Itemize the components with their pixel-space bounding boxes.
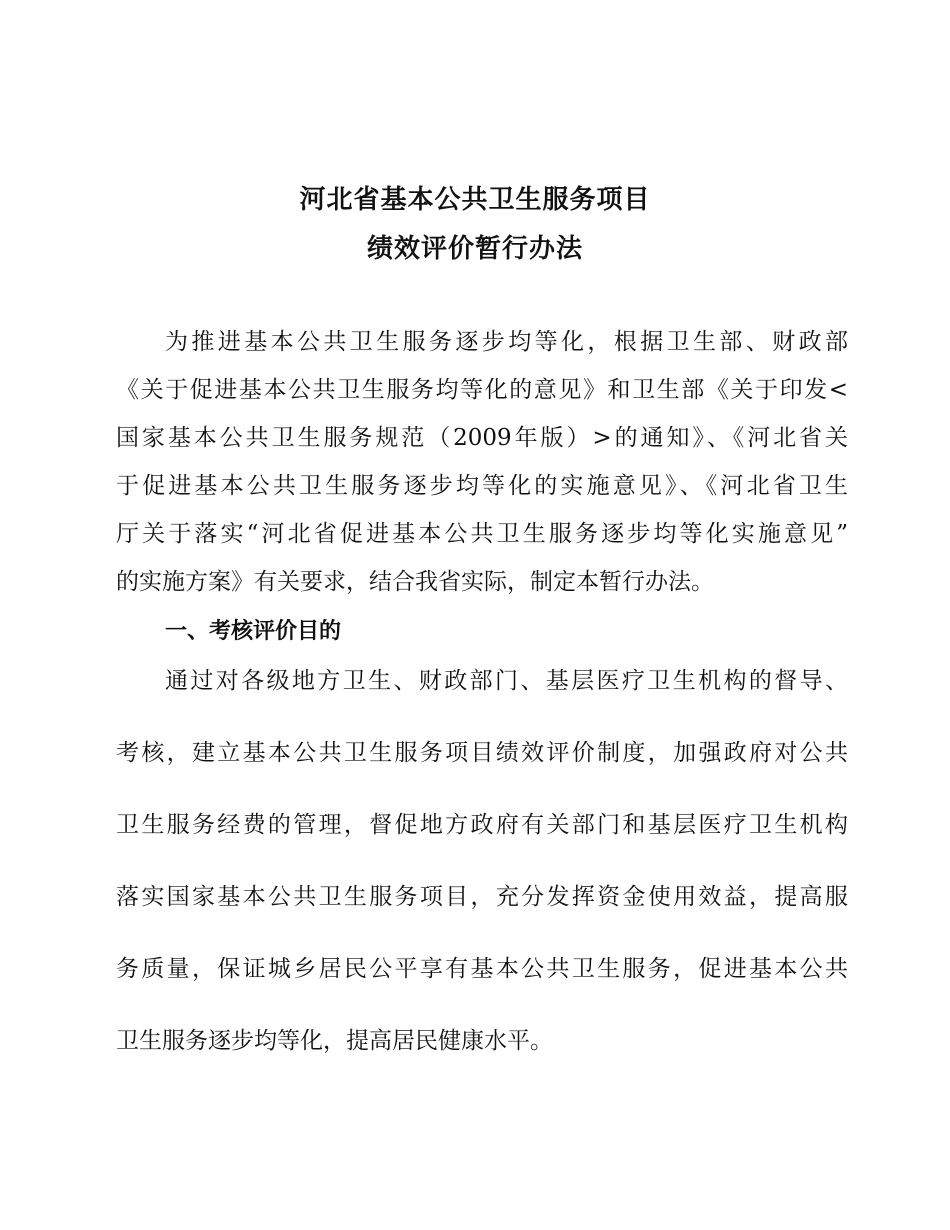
intro-paragraph-line: 于促进基本公共卫生服务逐步均等化的实施意见》、《河北省卫生 <box>116 473 848 499</box>
intro-paragraph-line: 厅关于落实“河北省促进基本公共卫生服务逐步均等化实施意见” <box>116 521 848 547</box>
section1-paragraph-line: 卫生服务经费的管理，督促地方政府有关部门和基层医疗卫生机构 <box>116 812 848 838</box>
intro-paragraph-line: 为推进基本公共卫生服务逐步均等化，根据卫生部、财政部 <box>165 329 848 355</box>
intro-paragraph-line: 《关于促进基本公共卫生服务均等化的意见》和卫生部《关于印发< <box>116 377 848 403</box>
intro-paragraph-line: 的实施方案》有关要求，结合我省实际，制定本暂行办法。 <box>116 569 714 595</box>
section1-paragraph-line: 务质量，保证城乡居民公平享有基本公共卫生服务，促进基本公共 <box>116 956 848 982</box>
document-title-line2: 绩效评价暂行办法 <box>366 234 583 264</box>
section1-paragraph-line: 卫生服务逐步均等化，提高居民健康水平。 <box>116 1028 553 1054</box>
document-title-line1: 河北省基本公共卫生服务项目 <box>299 185 651 215</box>
intro-paragraph-line: 国家基本公共卫生服务规范（2009年版）>的通知》、《河北省关 <box>116 425 848 451</box>
section-heading: 一、考核评价目的 <box>165 619 342 644</box>
section1-paragraph-line: 通过对各级地方卫生、财政部门、基层医疗卫生机构的督导、 <box>165 668 848 694</box>
section1-paragraph-line: 考核，建立基本公共卫生服务项目绩效评价制度，加强政府对公共 <box>116 740 848 766</box>
section1-paragraph-line: 落实国家基本公共卫生服务项目，充分发挥资金使用效益，提高服 <box>116 884 848 910</box>
